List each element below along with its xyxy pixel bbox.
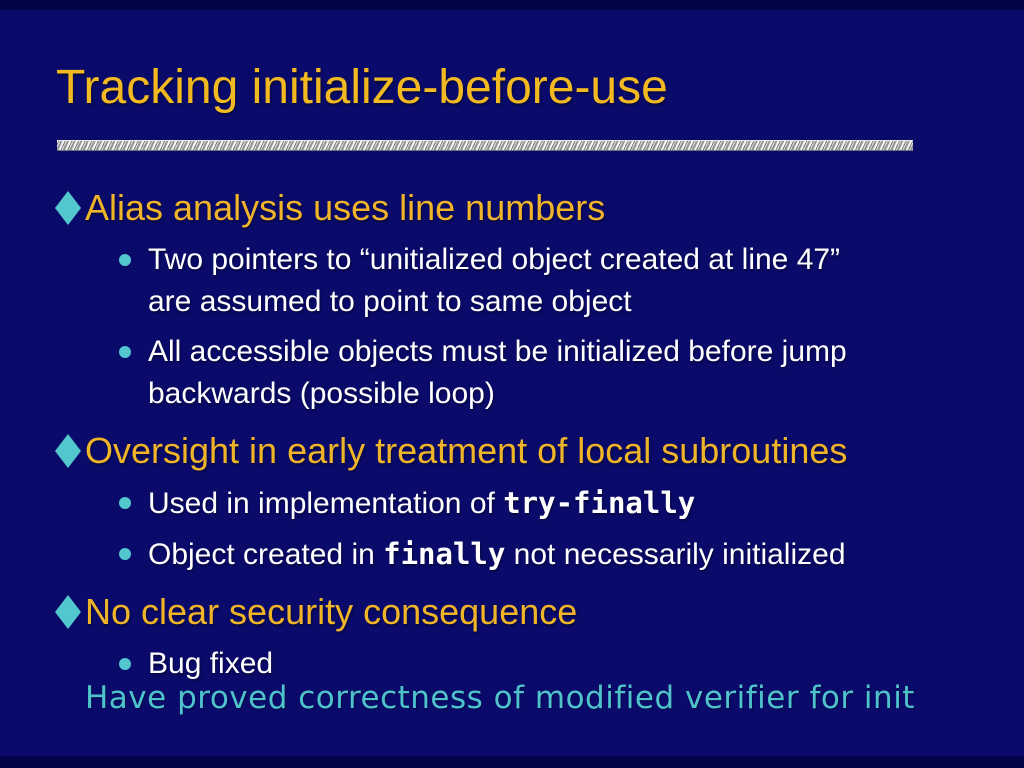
dot-bullet-icon bbox=[119, 497, 131, 509]
text-line bbox=[148, 239, 840, 281]
section-heading-label: Alias analysis uses line numbers bbox=[85, 187, 606, 228]
sub-bullet-item bbox=[119, 643, 1004, 685]
sub-bullet-text bbox=[148, 482, 695, 525]
text-part: finally bbox=[383, 537, 506, 571]
text-part: backwards (possible loop) bbox=[148, 377, 495, 410]
slide-title: Tracking initialize-before-use bbox=[56, 61, 668, 114]
section-heading-label: No clear security consequence bbox=[85, 591, 578, 632]
text-line bbox=[148, 373, 847, 415]
diamond-bullet-icon bbox=[55, 595, 81, 629]
slide-bottom-edge bbox=[0, 756, 1024, 768]
bullet-section bbox=[55, 184, 1004, 415]
sub-bullet-text bbox=[148, 331, 847, 415]
slide-content bbox=[55, 184, 1004, 693]
section-heading bbox=[55, 427, 1004, 474]
dot-bullet-icon bbox=[119, 658, 131, 670]
text-line bbox=[148, 482, 695, 525]
text-part: Two pointers to “unitialized object created at line 47” bbox=[148, 243, 841, 276]
bullet-section bbox=[55, 427, 1004, 576]
dot-bullet-icon bbox=[119, 548, 131, 560]
diamond-bullet-icon bbox=[55, 191, 81, 225]
title-divider bbox=[57, 140, 913, 151]
sub-bullet-text bbox=[148, 643, 273, 685]
text-line bbox=[148, 533, 846, 576]
sub-bullet-item bbox=[119, 533, 1004, 576]
footer-note: Have proved correctness of modified verifier for init bbox=[85, 680, 915, 716]
sub-bullet-text bbox=[148, 533, 846, 576]
text-line bbox=[148, 643, 273, 685]
text-line bbox=[148, 281, 840, 323]
section-heading-label: Oversight in early treatment of local subroutines bbox=[85, 430, 848, 471]
dot-bullet-icon bbox=[119, 346, 131, 358]
sub-bullet-text bbox=[148, 239, 840, 323]
text-part: Bug fixed bbox=[148, 647, 274, 680]
dot-bullet-icon bbox=[119, 254, 131, 266]
section-heading bbox=[55, 184, 1004, 231]
text-part: Used in implementation of bbox=[148, 487, 504, 520]
sub-bullet-item bbox=[119, 482, 1004, 525]
text-part: are assumed to point to same object bbox=[148, 285, 632, 318]
slide-top-edge bbox=[0, 0, 1024, 10]
section-heading bbox=[55, 588, 1004, 635]
sub-bullet-item bbox=[119, 239, 1004, 323]
text-part: not necessarily initialized bbox=[505, 538, 846, 571]
text-part: Object created in bbox=[148, 538, 384, 571]
sub-bullet-item bbox=[119, 331, 1004, 415]
diamond-bullet-icon bbox=[55, 434, 81, 468]
text-part: All accessible objects must be initialized before jump bbox=[148, 335, 847, 368]
text-part: try-finally bbox=[503, 486, 696, 520]
bullet-section bbox=[55, 588, 1004, 685]
text-line bbox=[148, 331, 847, 373]
